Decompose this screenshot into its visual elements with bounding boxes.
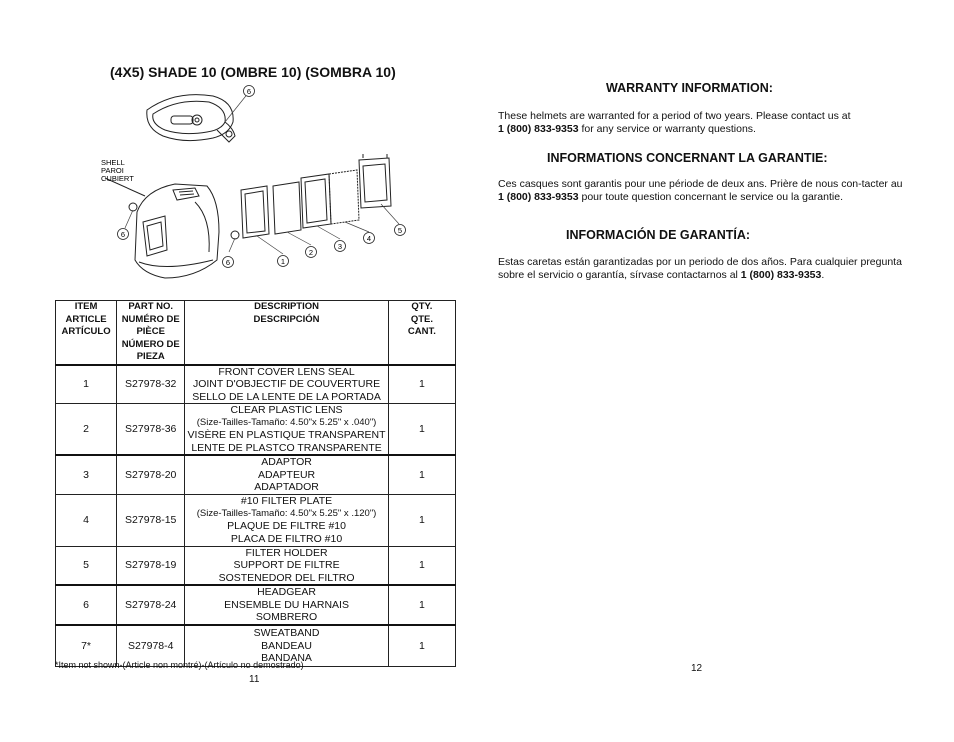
- cell-description: CLEAR PLASTIC LENS (Size-Tailles-Tamaño: 4.50"x 5.25" x .040") VISÈRE EN PLASTIQUE TRANSPARENT LENTE DE PLASTCO TRANSPARENTE: [185, 404, 389, 456]
- header-quantity: QTY. QTE. CANT.: [388, 301, 455, 365]
- svg-text:6: 6: [225, 258, 231, 267]
- cell-part: S27978-20: [117, 455, 185, 494]
- svg-text:3: 3: [337, 242, 343, 251]
- cell-part: S27978-15: [117, 494, 185, 546]
- header-description: DESCRIPTION DESCRIPCIÓN: [185, 301, 389, 365]
- french-warranty-title: INFORMATIONS CONCERNANT LA GARANTIE:: [547, 151, 828, 165]
- warranty-phone: 1 (800) 833-9353: [498, 123, 579, 135]
- cell-item: 6: [56, 585, 117, 625]
- table-row: [56, 585, 456, 625]
- svg-text:CUBIERT: CUBIERT: [101, 174, 134, 183]
- lens-stack-drawing: [241, 154, 391, 238]
- callout-6-headgear: [244, 86, 255, 97]
- header-item: ITEM ARTICLE ARTÍCULO: [56, 301, 117, 365]
- cell-description: HEADGEAR ENSEMBLE DU HARNAIS SOMBRERO: [185, 585, 389, 625]
- svg-text:2: 2: [308, 248, 314, 257]
- callout-6-right: [223, 257, 234, 268]
- spanish-warranty-phone: 1 (800) 833-9353: [740, 269, 822, 281]
- diagram-title: (4X5) SHADE 10 (OMBRE 10) (SOMBRA 10): [110, 64, 396, 80]
- cell-part: S27978-24: [117, 585, 185, 625]
- callout-1: [278, 256, 289, 267]
- cell-qty: 1: [388, 455, 455, 494]
- warranty-text: These helmets are warranted for a period of two years. Please contact us at 1 (800) 833-9353 for any service or warranty questions.: [498, 110, 851, 135]
- cell-item: 7*: [56, 625, 117, 667]
- cell-item: 1: [56, 365, 117, 404]
- parts-table: [55, 300, 456, 667]
- callout-6-left: [118, 229, 129, 240]
- table-header-row: [56, 301, 456, 365]
- svg-text:4: 4: [366, 234, 372, 243]
- cell-description: FILTER HOLDER SUPPORT DE FILTRE SOSTENEDOR DEL FILTRO: [185, 546, 389, 585]
- spanish-warranty-text: Estas caretas están garantizadas por un periodo de dos años. Para cualquier pregunta sobre el servicio o garantía, sírvase contactarnos al 1 (800) 833-9353.: [498, 256, 902, 281]
- table-row: [56, 404, 456, 456]
- page-number-right: 12: [691, 663, 703, 674]
- header-part-number: PART NO. NUMÉRO DE PIÈCE NÚMERO DE PIEZA: [117, 301, 185, 365]
- cell-item: 5: [56, 546, 117, 585]
- shell-label: [101, 158, 134, 183]
- headgear-drawing: [147, 95, 235, 142]
- cell-description: SWEATBAND BANDEAU BANDANA: [185, 625, 389, 667]
- svg-text:5: 5: [397, 226, 403, 235]
- table-row: [56, 455, 456, 494]
- cell-qty: 1: [388, 494, 455, 546]
- spanish-warranty-title: INFORMACIÓN DE GARANTÍA:: [566, 228, 751, 242]
- svg-text:SHELL: SHELL: [101, 158, 125, 167]
- cell-qty: 1: [388, 546, 455, 585]
- helmet-exploded-diagram: [95, 82, 415, 297]
- svg-text:PAROI: PAROI: [101, 166, 124, 175]
- cell-description: ADAPTOR ADAPTEUR ADAPTADOR: [185, 455, 389, 494]
- warranty-title: WARRANTY INFORMATION:: [606, 81, 773, 95]
- french-warranty-text: Ces casques sont garantis pour une période de deux ans. Prière de nous con-tacter au 1 (800) 833-9353 pour toute question concernant le service ou la garantie.: [498, 178, 903, 203]
- cell-item: 4: [56, 494, 117, 546]
- cell-item: 3: [56, 455, 117, 494]
- cell-description: FRONT COVER LENS SEAL JOINT D'OBJECTIF DE COUVERTURE SELLO DE LA LENTE DE LA PORTADA: [185, 365, 389, 404]
- page-number-left: 11: [249, 674, 260, 685]
- french-warranty-phone: 1 (800) 833-9353: [498, 191, 579, 203]
- cell-qty: 1: [388, 585, 455, 625]
- callout-4: [364, 233, 375, 244]
- cell-part: S27978-4: [117, 625, 185, 667]
- callout-3: [335, 241, 346, 252]
- table-row: [56, 546, 456, 585]
- footnote: *Item not shown-(Article non montré)-(Artículo no demostrado): [55, 660, 304, 670]
- cell-part: S27978-36: [117, 404, 185, 456]
- table-row: [56, 494, 456, 546]
- svg-text:6: 6: [120, 230, 126, 239]
- table-row: [56, 365, 456, 404]
- svg-text:1: 1: [280, 257, 286, 266]
- cell-item: 2: [56, 404, 117, 456]
- cell-qty: 1: [388, 365, 455, 404]
- cell-qty: 1: [388, 625, 455, 667]
- cell-part: S27978-32: [117, 365, 185, 404]
- cell-part: S27978-19: [117, 546, 185, 585]
- callout-5: [395, 225, 406, 236]
- callout-2: [306, 247, 317, 258]
- cell-description: #10 FILTER PLATE (Size-Tailles-Tamaño: 4.50"x 5.25" x .120") PLAQUE DE FILTRE #10 PLACA DE FILTRO #10: [185, 494, 389, 546]
- svg-text:6: 6: [246, 87, 252, 96]
- cell-qty: 1: [388, 404, 455, 456]
